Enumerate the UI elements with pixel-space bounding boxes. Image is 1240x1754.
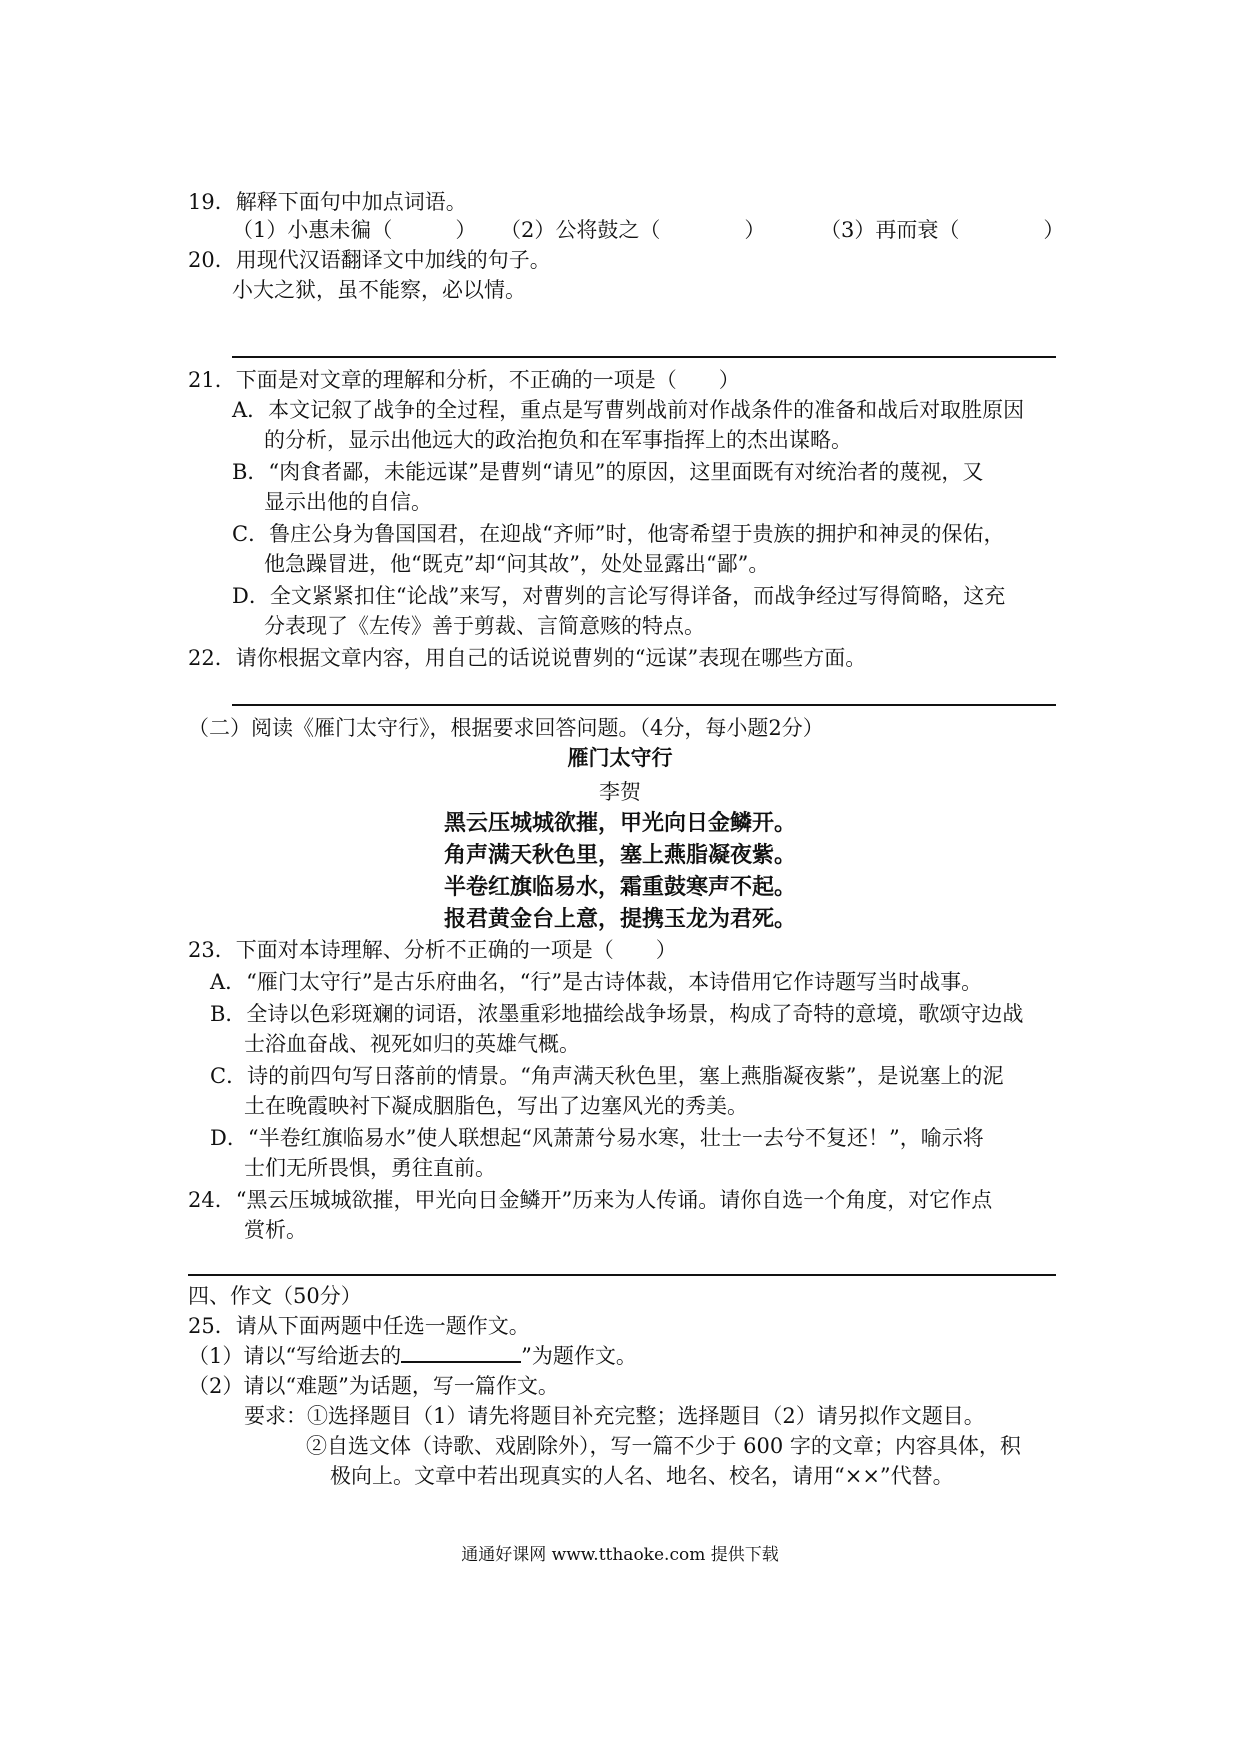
q23-option-d-cont: 士们无所畏惧，勇往直前。 (244, 1156, 496, 1180)
q23-option-c: C．诗的前四句写日落前的情景。“角声满天秋色里，塞上燕脂凝夜紫”，是说塞上的泥 (210, 1064, 1004, 1088)
q23-option-a: A．“雁门太守行”是古乐府曲名，“行”是古诗体裁，本诗借用它作诗题写当时战事。 (210, 970, 983, 994)
q20-sentence: 小大之狱，虽不能察，必以情。 (232, 278, 526, 302)
q23-prompt: 23．下面对本诗理解、分析不正确的一项是（ ） (188, 938, 677, 962)
q21-option-a: A．本文记叙了战争的全过程，重点是写曹刿战前对作战条件的准备和战后对取胜原因 (232, 398, 1025, 422)
q24-prompt: 24．“黑云压城城欲摧，甲光向日金鳞开”历来为人传诵。请你自选一个角度，对它作点 (188, 1188, 993, 1212)
essay-requirement-2: ②自选文体（诗歌、戏剧除外），写一篇不少于 600 字的文章；内容具体，积 (306, 1434, 1021, 1458)
q23-option-b: B．全诗以色彩斑斓的词语，浓墨重彩地描绘战争场景，构成了奇特的意境，歌颂守边战 (210, 1002, 1024, 1026)
essay-option-1-post: ”为题作文。 (521, 1344, 637, 1368)
q19-item-3: （3）再而衰（ ） (820, 218, 1065, 242)
poem-line-1: 黑云压城城欲摧，甲光向日金鳞开。 (443, 811, 796, 836)
q21-option-d: D．全文紧紧扣住“论战”来写，对曹刿的言论写得详备，而战争经过写得简略，这充 (232, 584, 1006, 608)
q19-item-1: （1）小惠未徧（ ） (232, 218, 477, 242)
q24-prompt-cont: 赏析。 (244, 1218, 307, 1242)
poem-line-2: 角声满天秋色里，塞上燕脂凝夜紫。 (443, 843, 796, 868)
q19-item-2: （2）公将鼓之（ ） (500, 218, 766, 242)
q21-prompt: 21．下面是对文章的理解和分析，不正确的一项是（ ） (188, 368, 740, 392)
q21-option-c-cont: 他急躁冒进，他“既克”却“问其故”，处处显露出“鄙”。 (264, 552, 770, 576)
q25-prompt: 25．请从下面两题中任选一题作文。 (188, 1314, 530, 1338)
q22-prompt: 22．请你根据文章内容，用自己的话说说曹刿的“远谋”表现在哪些方面。 (188, 646, 867, 670)
poem-line-3: 半卷红旗临易水，霜重鼓寒声不起。 (443, 875, 796, 900)
essay-title-blank (401, 1341, 521, 1363)
poem-title: 雁门太守行 (567, 746, 673, 770)
q21-option-c: C．鲁庄公身为鲁国国君，在迎战“齐师”时，他寄希望于贵族的拥护和神灵的保佑， (232, 522, 1005, 546)
answer-line (188, 1274, 1056, 1276)
essay-option-1 (188, 1340, 637, 1372)
q21-option-b: B．“肉食者鄙，未能远谋”是曹刿“请见”的原因，这里面既有对统治者的蔑视，又 (232, 460, 984, 484)
essay-requirement-3: 极向上。文章中若出现真实的人名、地名、校名，请用“××”代替。 (330, 1464, 954, 1488)
q21-option-a-cont: 的分析，显示出他远大的政治抱负和在军事指挥上的杰出谋略。 (264, 428, 852, 452)
q21-option-b-cont: 显示出他的自信。 (264, 490, 432, 514)
poem-author: 李贺 (599, 780, 641, 804)
q23-option-b-cont: 士浴血奋战、视死如归的英雄气概。 (244, 1032, 580, 1056)
section4-heading: 四、作文（50分） (188, 1284, 362, 1308)
essay-option-1-pre: （1）请以“写给逝去的 (188, 1344, 402, 1368)
q23-option-d: D．“半卷红旗临易水”使人联想起“风萧萧兮易水寒，壮士一去兮不复还！”，喻示将 (210, 1126, 984, 1150)
q19-prompt: 19．解释下面句中加点词语。 (188, 190, 467, 214)
q20-prompt: 20．用现代汉语翻译文中加线的句子。 (188, 248, 551, 272)
answer-line (232, 704, 1056, 706)
poem-line-4: 报君黄金台上意，提携玉龙为君死。 (443, 907, 796, 932)
essay-option-2: （2）请以“难题”为话题，写一篇作文。 (188, 1374, 559, 1398)
q21-option-d-cont: 分表现了《左传》善于剪裁、言简意赅的特点。 (264, 614, 705, 638)
section2-heading: （二）阅读《雁门太守行》，根据要求回答问题。（4分，每小题2分） (188, 716, 824, 740)
answer-line (232, 356, 1056, 358)
essay-requirement-1: 要求：①选择题目（1）请先将题目补充完整；选择题目（2）请另拟作文题目。 (244, 1404, 985, 1428)
q23-option-c-cont: 土在晚霞映衬下凝成胭脂色，写出了边塞风光的秀美。 (244, 1094, 748, 1118)
footer-source: 通通好课网 www.tthaoke.com 提供下载 (461, 1545, 779, 1565)
